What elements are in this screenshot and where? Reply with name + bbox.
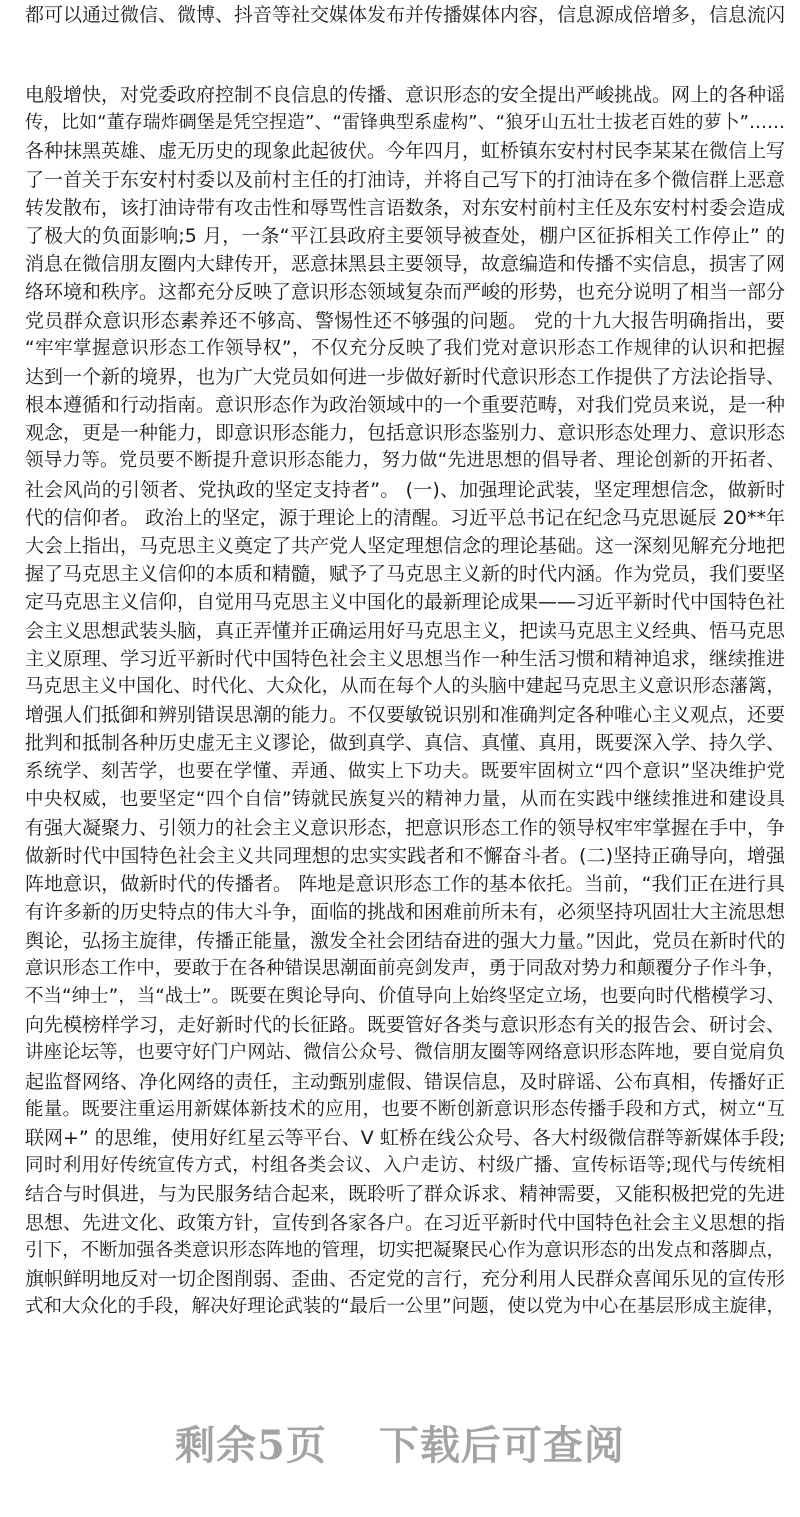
- document-text-line: 消息在微信朋友圈内大肆传开，恶意抹黑县主要领导，故意编造和传播不实信息，损害了网: [25, 253, 786, 276]
- document-text-line: 向先模榜样学习，走好新时代的长征路。既要管好各类与意识形态有关的报告会、研讨会、: [25, 1014, 786, 1037]
- document-text-line: 大会上指出，马克思主义奠定了共产党人坚定理想信念的理论基础。这一深刻见解充分地把: [25, 535, 786, 557]
- document-text-line: 都可以通过微信、微博、抖音等社交媒体发布并传播媒体内容，信息源成倍增多，信息流闪: [25, 4, 786, 26]
- document-text-line: 根本遵循和行动指南。意识形态作为政治领域中的一个重要范畴，对我们党员来说，是一种: [25, 394, 786, 417]
- document-text-line: 电般增快，对党委政府控制不良信息的传播、意识形态的安全提出严峻挑战。网上的各种谣: [25, 84, 786, 106]
- document-text-line: 转发散布，该打油诗带有攻击性和辱骂性言语数条，对东安村前村主任及东安村村委会造成: [25, 196, 786, 219]
- document-text-line: 批判和抵制各种历史虚无主义谬论，做到真学、真信、真懂、真用，既要深入学、持久学、: [25, 732, 786, 755]
- download-banner[interactable]: [0, 1414, 800, 1471]
- document-text-line: 结合与时俱进，与为民服务结合起来，既聆听了群众诉求、精神需要，又能积极把党的先进: [25, 1183, 786, 1206]
- document-text-line: 代的信仰者。 政治上的坚定，源于理论上的清醒。习近平总书记在纪念马克思诞辰 20**年: [25, 506, 785, 529]
- document-text-line: 同时利用好传统宣传方式，村组各类会议、入户走访、村级广播、宣传标语等;现代与传统相: [25, 1155, 785, 1177]
- document-text-line: 马克思主义中国化、时代化、大众化，从而在每个人的头脑中建起马克思主义意识形态藩篱，: [25, 675, 785, 697]
- document-text-line: 会主义思想武装头脑，真正弄懂并正确运用好马克思主义，把读马克思主义经典、悟马克思: [25, 619, 786, 642]
- document-text-line: 络环境和秩序。这都充分反映了意识形态领域复杂而严峻的形势，也充分说明了相当一部分: [25, 281, 786, 304]
- document-text-line: 系统学、刻苦学，也要在学懂、弄通、做实上下功夫。既要牢固树立“四个意识”坚决维护党: [25, 760, 785, 782]
- document-text-line: 旗帜鲜明地反对一切企图削弱、歪曲、否定党的言行，充分利用人民群众喜闻乐见的宣传形: [25, 1267, 786, 1290]
- document-text-line: 了极大的负面影响;5 月，一条“平江县政府主要领导被查处，棚户区征拆相关工作停止” 的: [25, 224, 785, 247]
- document-text-line: 讲座论坛等，也要守好门户网站、微信公众号、微信朋友圈等网络意识形态阵地，要自觉肩负: [25, 1042, 785, 1064]
- document-text-line: 增强人们抵御和辨别错误思潮的能力。不仅要敏锐识别和准确判定各种唯心主义观点，还要: [25, 704, 786, 727]
- document-text-line: 意识形态工作中，要敢于在各种错误思潮面前亮剑发声，勇于同敌对势力和颠覆分子作斗争，: [25, 957, 785, 979]
- document-text-line: 领导力等。党员要不断提升意识形态能力，努力做“先进思想的倡导者、理论创新的开拓者、: [25, 450, 785, 472]
- document-text-line: 能量。既要注重运用新媒体新技术的应用，也要不断创新意识形态传播手段和方式，树立“互: [25, 1098, 785, 1120]
- document-text-line: 阵地意识，做新时代的传播者。 阵地是意识形态工作的基本依托。当前，“我们正在进行具: [25, 873, 785, 896]
- document-text-line: 各种抹黑英雄、虚无历史的现象此起彼伏。今年四月，虹桥镇东安村村民李某某在微信上写: [25, 140, 786, 163]
- document-text-line: 了一首关于东安村村委以及前村主任的打油诗，并将自己写下的打油诗在多个微信群上恶意: [25, 168, 786, 191]
- remaining-pages-label: 剩余5页: [175, 1422, 327, 1469]
- document-text-line: 式和大众化的手段，解决好理论武装的“最后一公里”问题，使以党为中心在基层形成主旋律，: [25, 1296, 785, 1318]
- document-text-line: 握了马克思主义信仰的本质和精髓，赋予了马克思主义新的时代内涵。作为党员，我们要坚: [25, 563, 786, 586]
- document-text-line: “牢牢掌握意识形态工作领导权”，不仅充分反映了我们党对意识形态工作规律的认识和把握: [25, 337, 785, 359]
- document-text-line: 思想、先进文化、政策方针，宣传到各家各户。在习近平新时代中国特色社会主义思想的指: [25, 1211, 786, 1234]
- document-text-line: 传，比如“董存瑞炸碉堡是凭空捏造”、“雷锋典型系虚构”、“狼牙山五壮士拔老百姓的萝卜”……: [25, 112, 785, 134]
- document-text-line: 达到一个新的境界，也为广大党员如何进一步做好新时代意识形态工作提供了方法论指导、: [25, 365, 786, 388]
- document-text-line: 联网+” 的思维，使用好红星云等平台、V 虹桥在线公众号、各大村级微信群等新媒体手段;: [25, 1126, 786, 1149]
- document-body: [0, 81, 800, 1321]
- document-text-line: 引下，不断加强各类意识形态阵地的管理，切实把凝聚民心作为意识形态的出发点和落脚点，: [25, 1239, 785, 1261]
- download-to-view-label[interactable]: 下载后可查阅: [378, 1422, 625, 1469]
- document-text-line: 观念，更是一种能力，即意识形态能力，包括意识形态鉴别力、意识形态处理力、意识形态: [25, 422, 786, 445]
- document-text-line: 社会风尚的引领者、党执政的坚定支持者”。 (一)、加强理论武装，坚定理想信念，做新时: [25, 478, 785, 501]
- document-text-line: 舆论，弘扬主旋律，传播正能量，激发全社会团结奋进的强大力量。”因此，党员在新时代的: [25, 929, 786, 952]
- document-text-line: 有强大凝聚力、引领力的社会主义意识形态，把意识形态工作的领导权牢牢掌握在手中，争: [25, 816, 786, 839]
- document-text-line: 党员群众意识形态素养还不够高、警惕性还不够强的问题。 党的十九大报告明确指出，要: [25, 309, 785, 332]
- document-text-line: 不当“绅士”，当“战士”。既要在舆论导向、价值导向上始终坚定立场，也要向时代楷模学习、: [25, 986, 785, 1007]
- document-text-line: 起监督网络、净化网络的责任，主动甄别虚假、错误信息，及时辟谣、公布真相，传播好正: [25, 1070, 786, 1093]
- document-text-line: 主义原理、学习近平新时代中国特色社会主义思想当作一种生活习惯和精神追求，继续推进: [25, 647, 786, 670]
- document-text-line: 做新时代中国特色社会主义共同理想的忠实实践者和不懈奋斗者。(二)坚持正确导向，增强: [25, 845, 785, 868]
- document-text-line: 有许多新的历史特点的伟大斗争，面临的挑战和困难前所未有，必须坚持巩固壮大主流思想: [25, 901, 786, 924]
- document-text-line: 定马克思主义信仰，自觉用马克思主义中国化的最新理论成果——习近平新时代中国特色社: [25, 591, 786, 614]
- document-text-line: 中央权威，也要坚定“四个自信”铸就民族复兴的精神力量，从而在实践中继续推进和建设具: [25, 788, 785, 810]
